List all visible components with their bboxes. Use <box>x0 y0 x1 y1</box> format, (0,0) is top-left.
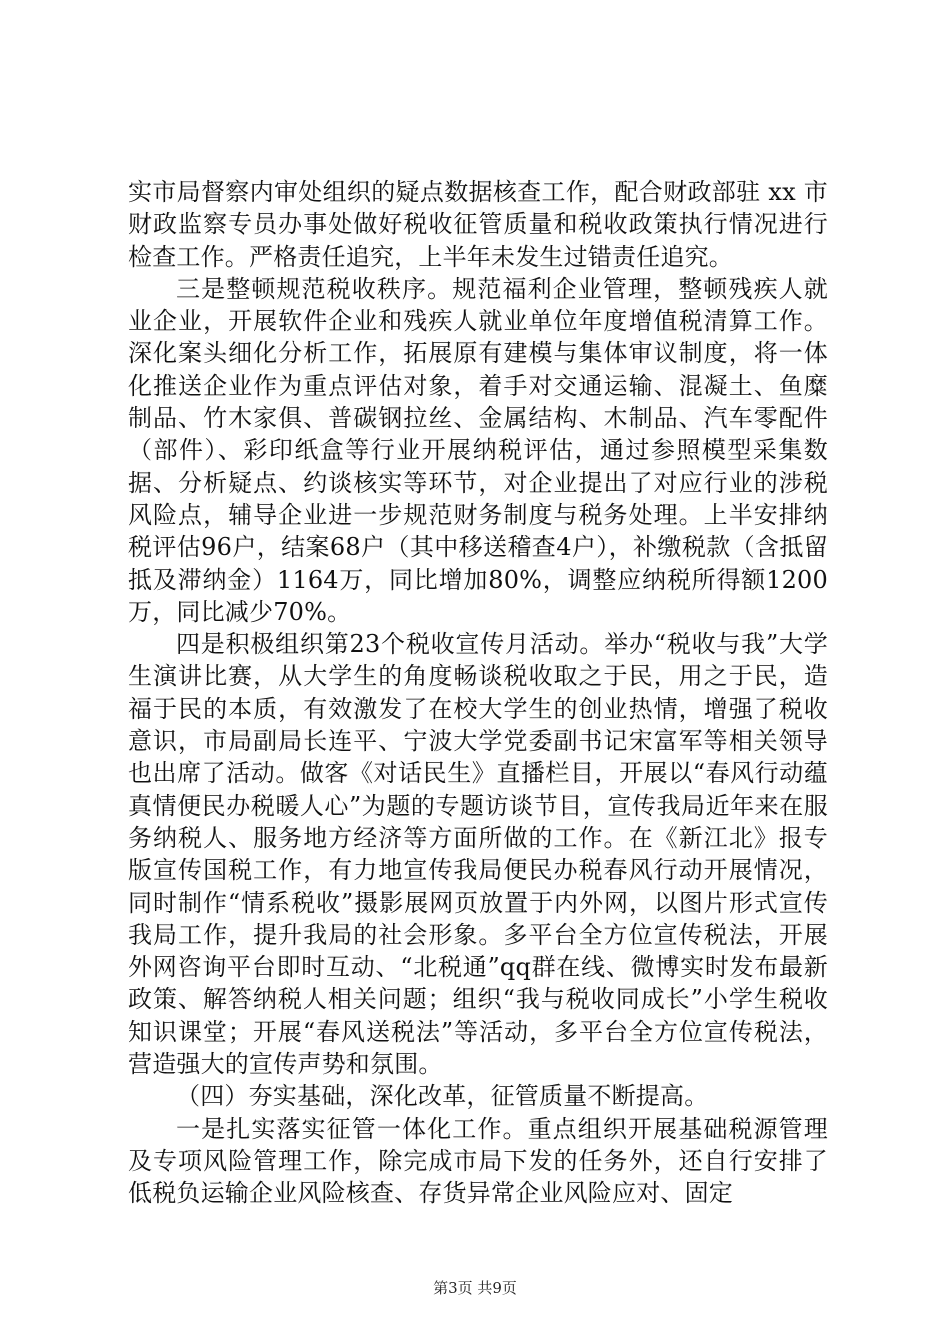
page-number-footer: 第3页 共9页 <box>433 1279 517 1297</box>
paragraph-4: 一是扎实落实征管一体化工作。重点组织开展基础税源管理及专项风险管理工作，除完成市局下发的任务外，还自行安排了低税负运输企业风险核查、存货异常企业风险应对、固定 <box>128 1114 828 1208</box>
paragraph-2: 三是整顿规范税收秩序。规范福利企业管理，整顿残疾人就业企业，开展软件企业和残疾人就业单位年度增值税清算工作。深化案头细化分析工作，拓展原有建模与集体审议制度，将一体化推送企业作为重点评估对象，着手对交通运输、混凝土、鱼糜制品、竹木家俱、普碳钢拉丝、金属结构、木制品、汽车零配件（部件）、彩印纸盒等行业开展纳税评估，通过参照模型采集数据、分析疑点、约谈核实等环节，对企业提出了对应行业的涉税风险点，辅导企业进一步规范财务制度与税务处理。上半安排纳税评估96户，结案68户（其中移送稽查4户），补缴税款（含抵留抵及滞纳金）1164万，同比增加80%，调整应纳税所得额1200万，同比减少70%。 <box>128 274 828 626</box>
section-heading: （四）夯实基础，深化改革，征管质量不断提高。 <box>176 1082 709 1111</box>
paragraph-1: 实市局督察内审处组织的疑点数据核查工作，配合财政部驻 xx 市财政监察专员办事处做好税收征管质量和税收政策执行情况进行检查工作。严格责任追究，上半年未发生过错责任追究。 <box>128 178 828 271</box>
paragraph-3: 四是积极组织第23个税收宣传月活动。举办“税收与我”大学生演讲比赛，从大学生的角度畅谈税收取之于民，用之于民，造福于民的本质，有效激发了在校大学生的创业热情，增强了税收意识，市局副局长连平、宁波大学党委副书记宋富军等相关领导也出席了活动。做客《对话民生》直播栏目，开展以“春风行动蕴真情便民办税暖人心”为题的专题访谈节目，宣传我局近年来在服务纳税人、服务地方经济等方面所做的工作。在《新江北》报专版宣传国税工作，有力地宣传我局便民办税春风行动开展情况，同时制作“情系税收”摄影展网页放置于内外网，以图片形式宣传我局工作，提升我局的社会形象。多平台全方位宣传税法，开展外网咨询平台即时互动、“北税通”qq群在线、微博实时发布最新政策、解答纳税人相关问题；组织“我与税收同成长”小学生税收知识课堂；开展“春风送税法”等活动，多平台全方位宣传税法，营造强大的宣传声势和氛围。 <box>128 630 828 1079</box>
document-body <box>128 176 828 1210</box>
